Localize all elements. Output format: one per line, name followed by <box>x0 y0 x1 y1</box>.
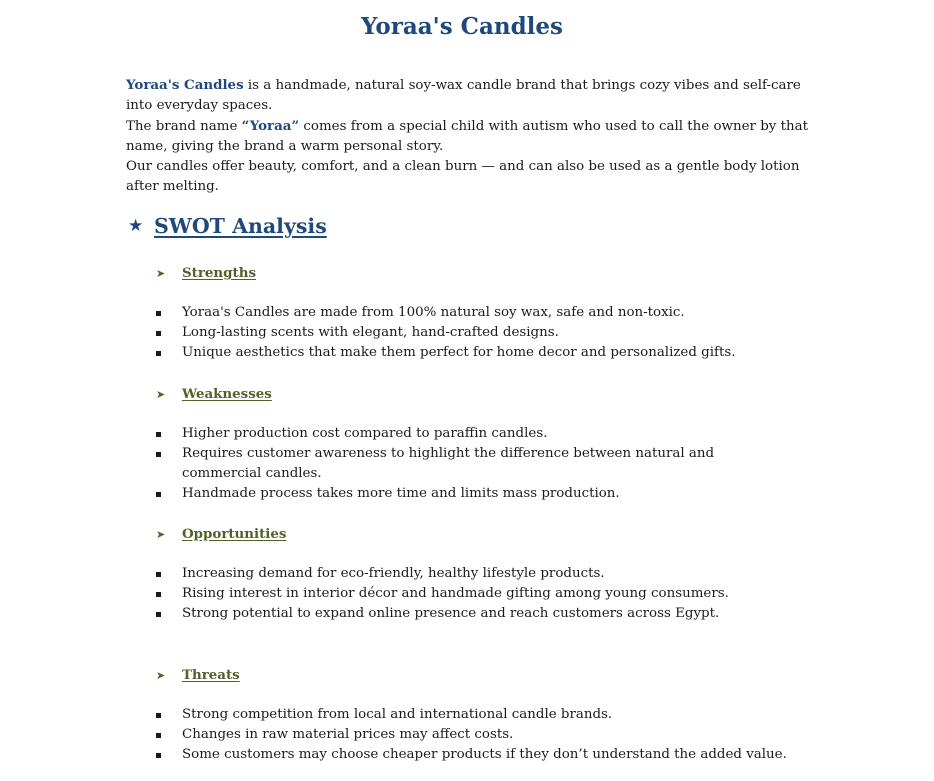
list-item-text: Requires customer awareness to highlight the difference between natural and commercial candles. <box>182 446 715 481</box>
document-title: Yoraa's Candles <box>360 13 563 40</box>
section-heading <box>156 263 792 283</box>
list-item-text: Strong potential to expand online presence and reach customers across Egypt. <box>182 606 720 621</box>
swot-heading <box>128 214 327 238</box>
square-bullet-icon <box>156 753 161 758</box>
section-heading <box>156 384 792 404</box>
bullet-list <box>156 564 792 624</box>
arrow-bullet-icon: ➤ <box>156 668 166 682</box>
list-item-text: Yoraa's Candles are made from 100% natural soy wax, safe and non-toxic. <box>182 305 685 320</box>
list-item-text: Unique aesthetics that make them perfect for home decor and personalized gifts. <box>182 345 736 360</box>
list-item <box>156 705 792 725</box>
list-item-text: Changes in raw material prices may affect costs. <box>182 727 514 742</box>
intro-text-1: is a handmade, natural soy-wax candle brand that brings cozy vibes and self-care into everyday spaces. <box>126 78 801 113</box>
section-opportunities <box>156 524 792 624</box>
list-item <box>156 424 792 444</box>
intro-block <box>126 75 816 197</box>
brand-quote: “Yoraa” <box>241 118 300 134</box>
list-item-text: Long-lasting scents with elegant, hand-crafted designs. <box>182 325 559 340</box>
intro-paragraph-3: Our candles offer beauty, comfort, and a clean burn — and can also be used as a gentle body lotion after melting. <box>126 159 800 194</box>
list-item-text: Handmade process takes more time and limits mass production. <box>182 486 620 501</box>
bullet-list <box>156 424 792 504</box>
list-item <box>156 564 792 584</box>
square-bullet-icon <box>156 492 161 497</box>
square-bullet-icon <box>156 351 161 356</box>
intro-text-2b: comes from a special child with autism who used to call the owner by that name, giving the brand a warm personal story. <box>126 119 808 154</box>
square-bullet-icon <box>156 572 161 577</box>
section-heading <box>156 524 792 544</box>
square-bullet-icon <box>156 592 161 597</box>
list-item-text: Rising interest in interior décor and handmade gifting among young consumers. <box>182 586 729 601</box>
list-item-text: Increasing demand for eco-friendly, healthy lifestyle products. <box>182 566 605 581</box>
brand-name: Yoraa's Candles <box>126 77 244 93</box>
section-title: Opportunities <box>182 526 287 542</box>
square-bullet-icon <box>156 733 161 738</box>
bullet-list <box>156 705 792 765</box>
arrow-bullet-icon: ➤ <box>156 387 166 401</box>
list-item-text: Some customers may choose cheaper products if they don’t understand the added value. <box>182 747 787 762</box>
square-bullet-icon <box>156 432 161 437</box>
list-item <box>156 745 792 765</box>
list-item-text: Higher production cost compared to paraffin candles. <box>182 426 548 441</box>
intro-text-2a: The brand name <box>126 119 242 134</box>
list-item <box>156 303 792 323</box>
bullet-list <box>156 303 792 363</box>
square-bullet-icon <box>156 713 161 718</box>
section-title: Weaknesses <box>182 386 272 402</box>
intro-paragraph-2 <box>126 116 816 157</box>
arrow-bullet-icon: ➤ <box>156 266 166 280</box>
arrow-bullet-icon: ➤ <box>156 527 166 541</box>
list-item-text: Strong competition from local and international candle brands. <box>182 707 613 722</box>
list-item <box>156 444 792 484</box>
square-bullet-icon <box>156 452 161 457</box>
square-bullet-icon <box>156 311 161 316</box>
section-weaknesses <box>156 384 792 504</box>
section-title: Strengths <box>182 265 256 281</box>
intro-paragraph-1 <box>126 75 816 116</box>
list-item <box>156 584 792 604</box>
section-threats <box>156 665 792 765</box>
section-title: Threats <box>182 667 240 683</box>
swot-title: SWOT Analysis <box>154 214 327 238</box>
square-bullet-icon <box>156 612 161 617</box>
square-bullet-icon <box>156 331 161 336</box>
list-item <box>156 725 792 745</box>
list-item <box>156 323 792 343</box>
section-heading <box>156 665 792 685</box>
list-item <box>156 343 792 363</box>
list-item <box>156 604 792 624</box>
star-icon: ★ <box>128 216 144 236</box>
list-item <box>156 484 792 504</box>
section-strengths <box>156 263 792 363</box>
